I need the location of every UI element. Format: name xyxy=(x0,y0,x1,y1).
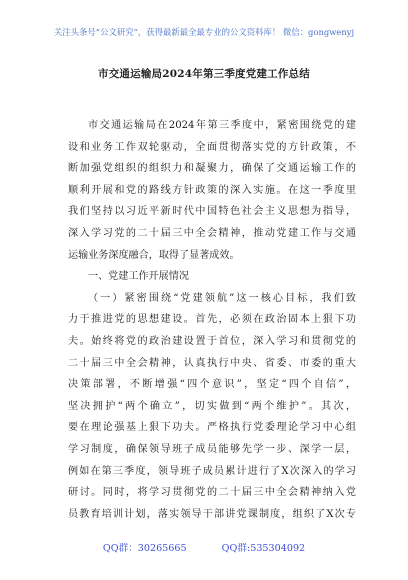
paragraph-line: 市交通运输局在2024年第三季度中，紧密围绕党的建 xyxy=(88,120,356,131)
paragraph-line: （一）紧密围绕“党建领航”这一核心目标，我们致 xyxy=(88,292,356,304)
paragraph-line: 运输业务深度融合，取得了显著成效。 xyxy=(68,249,240,261)
paragraph-line: 设和业务工作双轮驱动，全面贯彻落实党的方针政策，不 xyxy=(68,141,356,153)
paragraph-line: 断加强党组织的组织力和凝聚力，确保了交通运输工作的 xyxy=(68,163,356,175)
paragraph-line: 深入学习党的二十届三中全会精神，推动党建工作与交通 xyxy=(68,227,356,239)
paragraph-line: 学习制度，确保领导班子成员能够先学一步、深学一层， xyxy=(68,443,356,455)
contact-footer xyxy=(0,540,408,554)
document-body xyxy=(68,115,356,525)
qq-group-2: QQ群:535304092 xyxy=(221,543,306,554)
paragraph-line: 员教育培训计划，落实领导干部讲党课制度，组织了X次专 xyxy=(68,508,356,520)
paragraph-line: 夫。始终将党的政治建设置于首位，深入学习和贯彻党的 xyxy=(68,335,356,347)
paragraph-line: 顺利开展和党的路线方针政策的深入实施。在这一季度里 xyxy=(68,184,356,196)
qq-group-1: QQ群：30265665 xyxy=(102,543,187,554)
paragraph-line: 决策部署，不断增强“四个意识”，坚定“四个自信”， xyxy=(68,379,356,391)
document-title: 市交通运输局2024年第三季度党建工作总结 xyxy=(98,68,310,80)
paragraph-line: 例如在第三季度，领导班子成员累计进行了X次深入的学习 xyxy=(68,465,356,477)
paragraph-line: 二十届三中全会精神，认真执行中央、省委、市委的重大 xyxy=(68,357,356,369)
paragraph-line: 我们坚持以习近平新时代中国特色社会主义思想为指导， xyxy=(68,206,356,218)
paragraph-line: 坚决拥护“两个确立”，切实做到“两个维护”。其次， xyxy=(68,400,356,412)
paragraph-line: 力于推进党的思想建设。首先，必须在政治固本上狠下功 xyxy=(68,314,356,326)
promo-banner: 关注头条号“公文研究”，获得最新最全最专业的公文资料库！ 微信：gongwenyj xyxy=(53,27,355,37)
paragraph-line: 要在理论强基上狠下功夫。严格执行党委理论学习中心组 xyxy=(68,422,356,434)
section-heading: 一、党建工作开展情况 xyxy=(88,271,189,283)
paragraph-line: 研讨。同时，将学习贯彻党的二十届三中全会精神纳入党 xyxy=(68,487,356,499)
